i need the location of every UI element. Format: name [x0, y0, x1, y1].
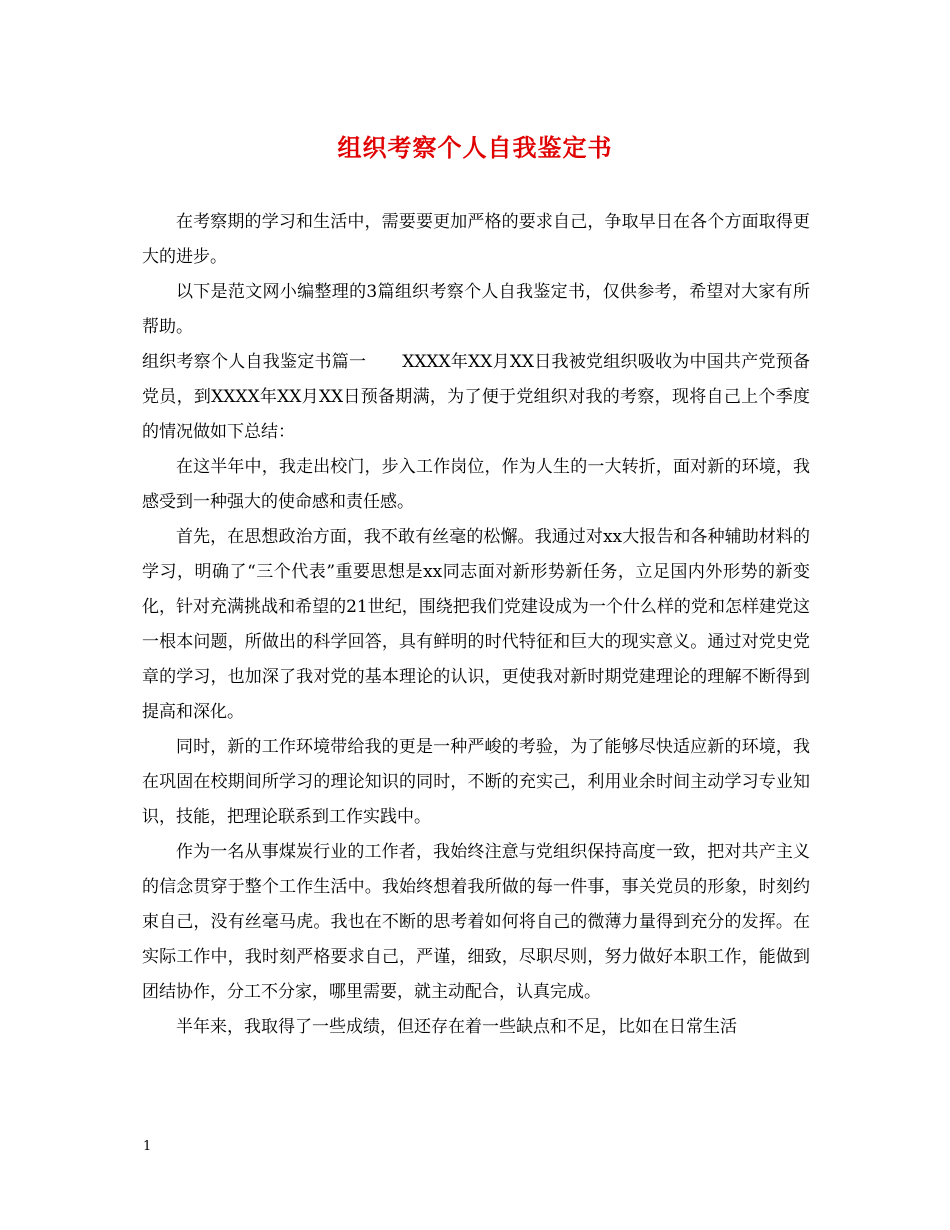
paragraph-transition: 在这半年中，我走出校门，步入工作岗位，作为人生的一大转折，面对新的环境，我感受到一种强大的使命感和责任感。 [142, 457, 810, 512]
paragraph-section-one [142, 345, 810, 450]
paragraph-half-year: 半年来，我取得了一些成绩，但还存在着一些缺点和不足，比如在日常生活 [176, 1017, 737, 1037]
page-number: 1 [143, 1139, 152, 1154]
paragraph-note: 以下是范文网小编整理的3篇组织考察个人自我鉴定书，仅供参考，希望对大家有所帮助。 [142, 282, 810, 337]
document-body [142, 205, 810, 1045]
section-text: XXXX年XX月XX日我被党组织吸收为中国共产党预备党员，到XXXX年XX月XX日预备期满，为了便于党组织对我的考察，现将自己上个季度的情况做如下总结： [142, 352, 810, 442]
section-heading: 组织考察个人自我鉴定书篇一 [142, 352, 367, 372]
paragraph-intro: 在考察期的学习和生活中，需要要更加严格的要求自己，争取早日在各个方面取得更大的进步。 [142, 212, 810, 267]
paragraph-politics: 首先，在思想政治方面，我不敢有丝毫的松懈。我通过对xx大报告和各种辅助材料的学习，明确了“三个代表”重要思想是xx同志面对新形势新任务，立足国内外形势的新变化，针对充满挑战和希望的21世纪，围绕把我们党建设成为一个什么样的党和怎样建党这一根本问题，所做出的科学回答，具有鲜明的时代特征和巨大的现实意义。通过对党史党章的学习，也加深了我对党的基本理论的认识，更使我对新时期党建理论的理解不断得到提高和深化。 [142, 527, 810, 722]
paragraph-coal-industry: 作为一名从事煤炭行业的工作者，我始终注意与党组织保持高度一致，把对共产主义的信念贯穿于整个工作生活中。我始终想着我所做的每一件事，事关党员的形象，时刻约束自己，没有丝毫马虎。我也在不断的思考着如何将自己的微薄力量得到充分的发挥。在实际工作中，我时刻严格要求自己，严谨，细致，尽职尽则，努力做好本职工作，能做到团结协作，分工不分家，哪里需要，就主动配合，认真完成。 [142, 842, 810, 1002]
document-title: 组织考察个人自我鉴定书 [337, 133, 613, 162]
paragraph-work-environment: 同时，新的工作环境带给我的更是一种严峻的考验，为了能够尽快适应新的环境，我在巩固在校期间所学习的理论知识的同时，不断的充实己，利用业余时间主动学习专业知识，技能，把理论联系到工作实践中。 [142, 737, 810, 827]
